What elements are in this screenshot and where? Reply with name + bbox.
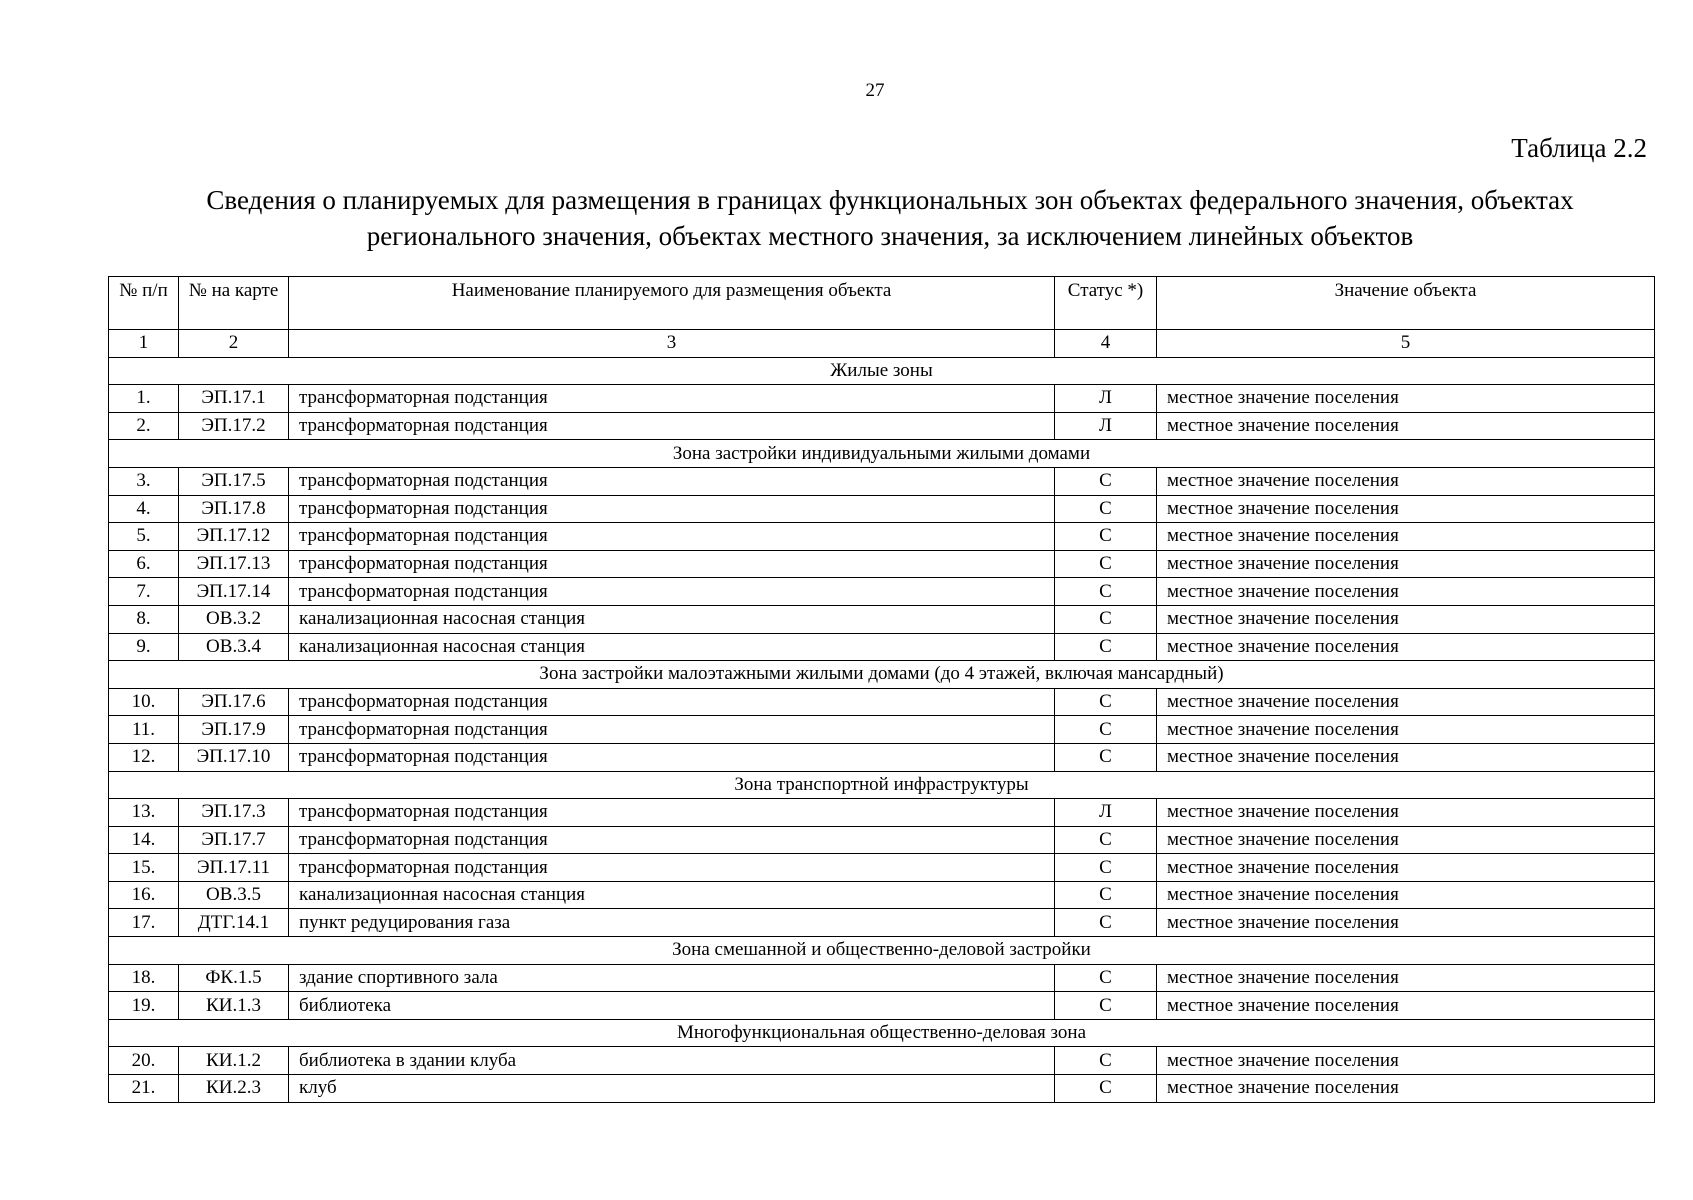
table-label: Таблица 2.2 — [1511, 133, 1647, 163]
map-number: ЭП.17.13 — [179, 550, 289, 578]
object-status: С — [1055, 1075, 1157, 1103]
column-number: 5 — [1157, 330, 1655, 358]
object-significance: местное значение поселения — [1157, 881, 1655, 909]
header-row — [109, 277, 1655, 330]
row-number: 13. — [109, 799, 179, 827]
document-title: Сведения о планируемых для размещения в границах функциональных зон объектах федерального значения, объектах регионального значения, объектах местного значения, за исключением линейных объектов — [206, 185, 1574, 251]
zone-row — [109, 357, 1655, 385]
zone-row — [109, 661, 1655, 689]
zone-row — [109, 440, 1655, 468]
object-name: пункт редуцирования газа — [289, 909, 1055, 937]
table-row — [109, 743, 1655, 771]
object-significance: местное значение поселения — [1157, 826, 1655, 854]
zone-row — [109, 937, 1655, 965]
object-name: здание спортивного зала — [289, 964, 1055, 992]
table-row — [109, 964, 1655, 992]
map-number: ЭП.17.11 — [179, 854, 289, 882]
zone-heading: Зона смешанной и общественно-деловой застройки — [109, 937, 1655, 965]
object-significance: местное значение поселения — [1157, 385, 1655, 413]
object-name: библиотека — [289, 992, 1055, 1020]
map-number: ЭП.17.3 — [179, 799, 289, 827]
object-significance: местное значение поселения — [1157, 909, 1655, 937]
map-number: ОВ.3.5 — [179, 881, 289, 909]
map-number: КИ.1.2 — [179, 1047, 289, 1075]
map-number: ЭП.17.9 — [179, 716, 289, 744]
map-number: ЭП.17.5 — [179, 467, 289, 495]
object-name: трансформаторная подстанция — [289, 743, 1055, 771]
header-status: Статус *) — [1055, 277, 1157, 330]
table-body — [109, 357, 1655, 1102]
object-name: клуб — [289, 1075, 1055, 1103]
row-number: 2. — [109, 412, 179, 440]
table-row — [109, 881, 1655, 909]
object-status: С — [1055, 881, 1157, 909]
object-name: трансформаторная подстанция — [289, 799, 1055, 827]
object-status: С — [1055, 992, 1157, 1020]
map-number: ОВ.3.4 — [179, 633, 289, 661]
object-status: С — [1055, 854, 1157, 882]
map-number: ЭП.17.6 — [179, 688, 289, 716]
table-row — [109, 909, 1655, 937]
map-number: ЭП.17.7 — [179, 826, 289, 854]
table-row — [109, 992, 1655, 1020]
object-name: трансформаторная подстанция — [289, 826, 1055, 854]
object-status: С — [1055, 467, 1157, 495]
header-name: Наименование планируемого для размещения объекта — [289, 277, 1055, 330]
object-status: С — [1055, 826, 1157, 854]
table-row — [109, 799, 1655, 827]
column-number: 3 — [289, 330, 1055, 358]
row-number: 12. — [109, 743, 179, 771]
row-number: 6. — [109, 550, 179, 578]
zone-heading: Жилые зоны — [109, 357, 1655, 385]
object-status: С — [1055, 688, 1157, 716]
object-status: С — [1055, 550, 1157, 578]
zone-heading: Зона застройки малоэтажными жилыми домами (до 4 этажей, включая мансардный) — [109, 661, 1655, 689]
object-significance: местное значение поселения — [1157, 743, 1655, 771]
object-status: С — [1055, 605, 1157, 633]
object-status: С — [1055, 964, 1157, 992]
row-number: 20. — [109, 1047, 179, 1075]
table-header — [109, 277, 1655, 358]
object-significance: местное значение поселения — [1157, 467, 1655, 495]
object-significance: местное значение поселения — [1157, 854, 1655, 882]
row-number: 21. — [109, 1075, 179, 1103]
object-status: С — [1055, 716, 1157, 744]
object-status: С — [1055, 743, 1157, 771]
table-row — [109, 688, 1655, 716]
map-number: ДТГ.14.1 — [179, 909, 289, 937]
table-row — [109, 578, 1655, 606]
object-name: канализационная насосная станция — [289, 605, 1055, 633]
object-significance: местное значение поселения — [1157, 964, 1655, 992]
row-number: 14. — [109, 826, 179, 854]
table-row — [109, 605, 1655, 633]
object-status: С — [1055, 578, 1157, 606]
table-row — [109, 412, 1655, 440]
row-number: 3. — [109, 467, 179, 495]
table-row — [109, 495, 1655, 523]
object-name: трансформаторная подстанция — [289, 716, 1055, 744]
table-row — [109, 550, 1655, 578]
object-significance: местное значение поселения — [1157, 716, 1655, 744]
object-name: трансформаторная подстанция — [289, 495, 1055, 523]
table-row — [109, 716, 1655, 744]
object-status: С — [1055, 909, 1157, 937]
zone-heading: Зона застройки индивидуальными жилыми домами — [109, 440, 1655, 468]
object-status: С — [1055, 495, 1157, 523]
row-number: 11. — [109, 716, 179, 744]
row-number: 5. — [109, 523, 179, 551]
object-significance: местное значение поселения — [1157, 992, 1655, 1020]
object-status: С — [1055, 1047, 1157, 1075]
map-number: ОВ.3.2 — [179, 605, 289, 633]
map-number: КИ.2.3 — [179, 1075, 289, 1103]
object-significance: местное значение поселения — [1157, 523, 1655, 551]
row-number: 16. — [109, 881, 179, 909]
object-name: трансформаторная подстанция — [289, 688, 1055, 716]
object-name: трансформаторная подстанция — [289, 550, 1055, 578]
map-number: КИ.1.3 — [179, 992, 289, 1020]
object-significance: местное значение поселения — [1157, 550, 1655, 578]
object-name: библиотека в здании клуба — [289, 1047, 1055, 1075]
map-number: ФК.1.5 — [179, 964, 289, 992]
zone-row — [109, 1019, 1655, 1047]
table-row — [109, 633, 1655, 661]
object-name: трансформаторная подстанция — [289, 385, 1055, 413]
table-row — [109, 1047, 1655, 1075]
row-number: 8. — [109, 605, 179, 633]
page-number: 27 — [865, 80, 885, 101]
zone-row — [109, 771, 1655, 799]
object-significance: местное значение поселения — [1157, 1047, 1655, 1075]
row-number: 1. — [109, 385, 179, 413]
table-row — [109, 826, 1655, 854]
map-number: ЭП.17.1 — [179, 385, 289, 413]
object-name: трансформаторная подстанция — [289, 523, 1055, 551]
column-number: 2 — [179, 330, 289, 358]
object-significance: местное значение поселения — [1157, 578, 1655, 606]
table-row — [109, 385, 1655, 413]
table-row — [109, 467, 1655, 495]
object-status: Л — [1055, 412, 1157, 440]
map-number: ЭП.17.14 — [179, 578, 289, 606]
object-significance: местное значение поселения — [1157, 688, 1655, 716]
row-number: 17. — [109, 909, 179, 937]
header-significance: Значение объекта — [1157, 277, 1655, 330]
header-map-num: № на карте — [179, 277, 289, 330]
column-number: 4 — [1055, 330, 1157, 358]
row-number: 15. — [109, 854, 179, 882]
object-significance: местное значение поселения — [1157, 1075, 1655, 1103]
object-name: трансформаторная подстанция — [289, 578, 1055, 606]
row-number: 9. — [109, 633, 179, 661]
table-row — [109, 854, 1655, 882]
object-significance: местное значение поселения — [1157, 412, 1655, 440]
row-number: 19. — [109, 992, 179, 1020]
object-significance: местное значение поселения — [1157, 799, 1655, 827]
object-status: Л — [1055, 385, 1157, 413]
object-name: канализационная насосная станция — [289, 881, 1055, 909]
object-status: С — [1055, 633, 1157, 661]
objects-table — [108, 276, 1655, 1103]
column-number-row — [109, 330, 1655, 358]
row-number: 7. — [109, 578, 179, 606]
object-significance: местное значение поселения — [1157, 633, 1655, 661]
table-row — [109, 1075, 1655, 1103]
map-number: ЭП.17.10 — [179, 743, 289, 771]
zone-heading: Зона транспортной инфраструктуры — [109, 771, 1655, 799]
map-number: ЭП.17.8 — [179, 495, 289, 523]
object-significance: местное значение поселения — [1157, 605, 1655, 633]
table-row — [109, 523, 1655, 551]
object-name: трансформаторная подстанция — [289, 467, 1055, 495]
map-number: ЭП.17.2 — [179, 412, 289, 440]
row-number: 4. — [109, 495, 179, 523]
object-name: канализационная насосная станция — [289, 633, 1055, 661]
object-significance: местное значение поселения — [1157, 495, 1655, 523]
zone-heading: Многофункциональная общественно-деловая зона — [109, 1019, 1655, 1047]
object-name: трансформаторная подстанция — [289, 854, 1055, 882]
object-status: Л — [1055, 799, 1157, 827]
row-number: 18. — [109, 964, 179, 992]
object-name: трансформаторная подстанция — [289, 412, 1055, 440]
row-number: 10. — [109, 688, 179, 716]
object-status: С — [1055, 523, 1157, 551]
map-number: ЭП.17.12 — [179, 523, 289, 551]
column-number: 1 — [109, 330, 179, 358]
header-num: № п/п — [109, 277, 179, 330]
